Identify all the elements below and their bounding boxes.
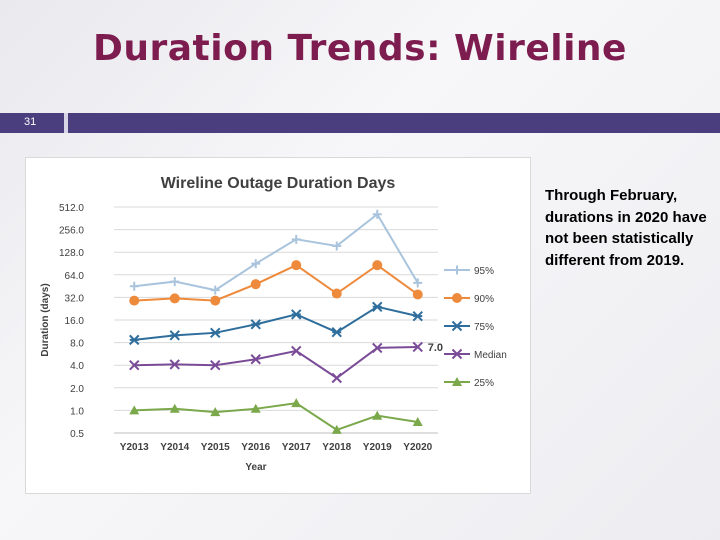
- x-axis-title: Year: [245, 462, 267, 473]
- chart-container: [25, 157, 531, 494]
- data-point-75: [373, 302, 382, 311]
- y-tick-label: 4.0: [70, 361, 84, 373]
- data-point-90: [129, 296, 139, 306]
- slide-title: Duration Trends: Wireline: [93, 28, 627, 69]
- header-bar: [68, 113, 720, 133]
- x-tick-label: Y2017: [281, 442, 311, 453]
- data-point-90: [413, 289, 423, 299]
- slide-number-bar: [0, 113, 64, 133]
- data-point-75: [211, 328, 220, 337]
- data-point-90: [332, 289, 342, 299]
- x-tick-label: Y2016: [241, 442, 271, 453]
- x-tick-label: Y2013: [119, 442, 149, 453]
- x-tick-label: Y2020: [403, 442, 433, 453]
- data-label: 7.0: [427, 341, 444, 354]
- data-point-75: [292, 310, 301, 319]
- slide-number: 31: [24, 116, 37, 128]
- data-point-75: [332, 328, 341, 337]
- legend-marker-95: [453, 266, 462, 275]
- data-point-75: [413, 312, 422, 321]
- y-tick-label: 16.0: [64, 316, 84, 327]
- data-point-95: [170, 277, 179, 286]
- data-point-95: [413, 278, 422, 287]
- legend-label-75: 75%: [474, 322, 495, 333]
- x-tick-label: Y2015: [200, 442, 230, 453]
- legend-label-median: Median: [474, 350, 507, 361]
- y-tick-label: 512.0: [58, 203, 84, 214]
- legend-label-25: 25%: [474, 378, 495, 389]
- data-point-median: [332, 374, 341, 383]
- y-tick-label: 2.0: [70, 383, 84, 395]
- y-tick-label: 128.0: [58, 248, 84, 260]
- y-axis-title: Duration (days): [40, 283, 51, 357]
- data-point-90: [170, 293, 180, 303]
- data-point-75: [170, 331, 179, 340]
- x-tick-label: Y2019: [362, 442, 392, 453]
- chart-title: Wireline Outage Duration Days: [160, 175, 396, 192]
- data-point-90: [251, 279, 261, 289]
- data-point-90: [372, 260, 382, 270]
- x-tick-label: Y2014: [160, 442, 190, 453]
- y-tick-label: 256.0: [58, 225, 84, 237]
- y-tick-label: 64.0: [64, 270, 84, 282]
- data-point-75: [251, 320, 260, 329]
- legend-label-90: 90%: [474, 294, 495, 305]
- y-tick-label: 1.0: [70, 406, 84, 418]
- y-tick-label: 8.0: [70, 338, 84, 350]
- x-tick-label: Y2018: [322, 442, 352, 453]
- legend-label-95: 95%: [474, 266, 495, 277]
- y-tick-label: 0.5: [70, 429, 84, 440]
- data-point-90: [210, 296, 220, 306]
- data-point-95: [130, 282, 139, 291]
- summary-text: Through February, durations in 2020 have not been statistically different from 2019.: [545, 187, 707, 269]
- line-chart: [26, 158, 530, 493]
- legend-marker-90: [452, 293, 462, 303]
- data-point-90: [291, 260, 301, 270]
- data-point-25: [372, 411, 382, 420]
- y-tick-label: 32.0: [64, 293, 84, 305]
- legend-marker-75: [453, 322, 462, 331]
- data-point-95: [292, 235, 301, 244]
